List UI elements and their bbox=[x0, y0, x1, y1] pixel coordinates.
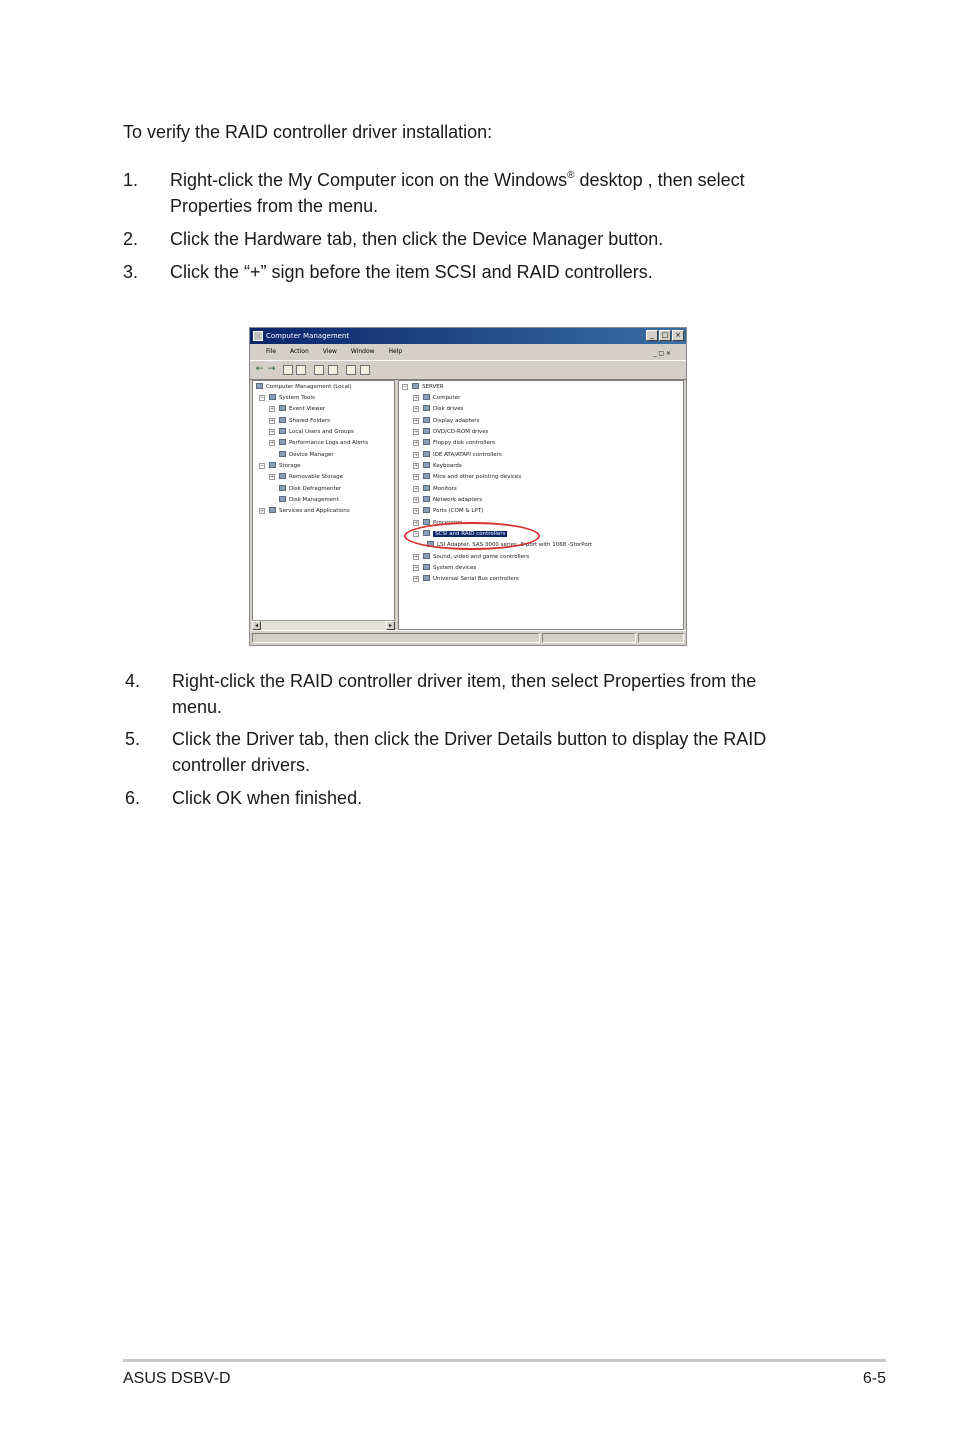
expand-icon: + bbox=[414, 429, 419, 435]
step-1 bbox=[123, 167, 823, 219]
show-tree-icon bbox=[296, 365, 306, 375]
disk-drive-icon bbox=[423, 405, 430, 411]
status-panel bbox=[542, 633, 636, 643]
device-label: Sound, video and game controllers bbox=[433, 554, 530, 560]
collapse-icon: − bbox=[403, 384, 408, 390]
device-label: Disk drives bbox=[433, 406, 464, 412]
tree-item-label: Disk Defragmenter bbox=[289, 486, 342, 492]
disk-management-icon bbox=[279, 496, 286, 502]
status-panel bbox=[638, 633, 684, 643]
device-label: Network adapters bbox=[433, 497, 483, 503]
step-6 bbox=[125, 785, 825, 811]
tree-item-label: Local Users and Groups bbox=[289, 429, 354, 435]
forward-arrow-icon: → bbox=[267, 364, 276, 374]
up-folder-icon bbox=[283, 365, 293, 375]
expand-icon: + bbox=[414, 452, 419, 458]
expand-icon: + bbox=[414, 440, 419, 446]
step-3 bbox=[123, 259, 823, 285]
expand-icon: + bbox=[414, 474, 419, 480]
computer-icon bbox=[256, 383, 263, 389]
sound-icon bbox=[423, 553, 430, 559]
display-adapter-icon bbox=[423, 417, 430, 423]
step-text: Right-click the My Computer icon on the Windows bbox=[170, 170, 568, 190]
expand-icon: + bbox=[414, 418, 419, 424]
storage-icon bbox=[269, 462, 276, 468]
collapse-icon: − bbox=[260, 395, 265, 401]
menu-view: View bbox=[322, 348, 337, 355]
defragmenter-icon bbox=[279, 485, 286, 491]
expand-icon: + bbox=[414, 406, 419, 412]
expand-icon: + bbox=[414, 576, 419, 582]
expand-icon: + bbox=[270, 440, 275, 446]
tree-item-label: Services and Applications bbox=[279, 508, 350, 514]
step-number: 6. bbox=[125, 788, 141, 808]
computer-management-screenshot bbox=[249, 327, 687, 646]
performance-icon bbox=[279, 439, 286, 445]
shared-folder-icon bbox=[279, 417, 286, 423]
device-label: Monitors bbox=[433, 486, 457, 492]
close-icon: × bbox=[672, 330, 684, 341]
expand-icon: + bbox=[414, 395, 419, 401]
expand-icon: + bbox=[414, 554, 419, 560]
device-label: SERVER bbox=[422, 384, 444, 390]
step-text: desktop , then select bbox=[574, 170, 745, 190]
removable-storage-icon bbox=[279, 473, 286, 479]
step-text: Click OK when finished. bbox=[172, 788, 363, 808]
scroll-right-icon: ▸ bbox=[386, 621, 395, 630]
step-number: 4. bbox=[125, 671, 141, 691]
mouse-icon bbox=[423, 473, 430, 479]
step-number: 5. bbox=[125, 729, 141, 749]
mdi-controls-icon: _ □ × bbox=[653, 350, 671, 357]
usb-icon bbox=[423, 575, 430, 581]
computer-icon bbox=[412, 383, 419, 389]
ide-icon bbox=[423, 451, 430, 457]
tree-item-label: Storage bbox=[279, 463, 301, 469]
step-text: menu. bbox=[172, 697, 223, 717]
device-label: Keyboards bbox=[433, 463, 462, 469]
expand-icon: + bbox=[414, 486, 419, 492]
expand-icon: + bbox=[414, 565, 419, 571]
tools-icon bbox=[269, 394, 276, 400]
port-icon bbox=[423, 507, 430, 513]
expand-icon: + bbox=[414, 497, 419, 503]
step-5 bbox=[125, 726, 825, 778]
back-arrow-icon: ← bbox=[255, 364, 264, 374]
expand-icon: + bbox=[414, 508, 419, 514]
window-titlebar bbox=[250, 328, 686, 344]
horizontal-scrollbar bbox=[252, 620, 395, 630]
status-panel bbox=[252, 633, 540, 643]
menu-action: Action bbox=[289, 348, 309, 355]
system-device-icon bbox=[423, 564, 430, 570]
step-2 bbox=[123, 226, 823, 252]
event-viewer-icon bbox=[279, 405, 286, 411]
step-text: Click the “+” sign before the item SCSI and RAID controllers. bbox=[170, 262, 653, 282]
device-label: DVD/CD-ROM drives bbox=[433, 429, 489, 435]
users-icon bbox=[279, 428, 286, 434]
app-icon bbox=[253, 331, 263, 341]
tree-item-label: Shared Folders bbox=[289, 418, 330, 424]
step-number: 3. bbox=[123, 262, 139, 282]
registered-mark: ® bbox=[567, 170, 575, 181]
menu-window: Window bbox=[350, 348, 375, 355]
tree-item-label: System Tools bbox=[279, 395, 315, 401]
console-tree-pane bbox=[252, 380, 395, 630]
step-text: Click the Driver tab, then click the Driver Details button to display the RAID bbox=[172, 729, 767, 749]
properties-icon bbox=[314, 365, 324, 375]
device-label: System devices bbox=[433, 565, 477, 571]
expand-icon: + bbox=[270, 429, 275, 435]
device-label-selected: SCSI and RAID controllers bbox=[435, 531, 506, 537]
device-label: Display adapters bbox=[433, 418, 480, 424]
device-tree-pane bbox=[398, 380, 684, 630]
collapse-icon: − bbox=[414, 531, 419, 537]
menu-bar bbox=[250, 345, 686, 359]
expand-icon: + bbox=[270, 406, 275, 412]
step-4 bbox=[125, 668, 825, 720]
network-adapter-icon bbox=[423, 496, 430, 502]
print-icon bbox=[328, 365, 338, 375]
menu-help: Help bbox=[388, 348, 403, 355]
device-manager-icon bbox=[279, 451, 286, 457]
expand-icon: + bbox=[414, 520, 419, 526]
monitor-icon bbox=[423, 485, 430, 491]
expand-icon: + bbox=[270, 418, 275, 424]
device-label: LSI Adapter, SAS 3000 series, 8-port with 1068 -StorPort bbox=[437, 542, 593, 548]
footer-rule bbox=[123, 1359, 886, 1362]
help-icon bbox=[346, 365, 356, 375]
status-bar bbox=[250, 630, 686, 645]
expand-icon: + bbox=[414, 463, 419, 469]
step-number: 1. bbox=[123, 170, 139, 190]
minimize-icon: _ bbox=[646, 330, 658, 341]
highlight-circle bbox=[404, 522, 540, 550]
device-label: Ports (COM & LPT) bbox=[433, 508, 484, 514]
expand-icon: + bbox=[260, 508, 265, 514]
collapse-icon: − bbox=[260, 463, 265, 469]
cdrom-icon bbox=[423, 428, 430, 434]
window-title: Computer Management bbox=[266, 332, 350, 340]
tree-item-label: Computer Management (Local) bbox=[266, 384, 352, 390]
device-label: Floppy disk controllers bbox=[433, 440, 495, 446]
menu-file: File bbox=[266, 348, 277, 355]
step-text: Right-click the RAID controller driver item, then select Properties from the bbox=[172, 671, 757, 691]
device-label: IDE ATA/ATAPI controllers bbox=[433, 452, 502, 458]
tree-item-label: Event Viewer bbox=[289, 406, 326, 412]
device-label: Universal Serial Bus controllers bbox=[433, 576, 519, 582]
step-text: Properties from the menu. bbox=[170, 196, 379, 216]
tree-item-label: Removable Storage bbox=[289, 474, 343, 480]
device-label: Computer bbox=[433, 395, 461, 401]
expand-icon: + bbox=[270, 474, 275, 480]
device-label: Processors bbox=[433, 520, 463, 526]
tree-item-label: Performance Logs and Alerts bbox=[289, 440, 369, 446]
keyboard-icon bbox=[423, 462, 430, 468]
step-text: Click the Hardware tab, then click the Device Manager button. bbox=[170, 229, 664, 249]
footer-product: ASUS DSBV-D bbox=[123, 1370, 231, 1387]
footer-page-number: 6-5 bbox=[862, 1370, 886, 1387]
tree-item-label: Device Manager bbox=[289, 452, 334, 458]
toolbar bbox=[250, 360, 686, 380]
services-icon bbox=[269, 507, 276, 513]
scan-hardware-icon bbox=[360, 365, 370, 375]
maximize-icon: □ bbox=[659, 330, 671, 341]
step-number: 2. bbox=[123, 229, 139, 249]
step-text: controller drivers. bbox=[172, 755, 311, 775]
computer-icon bbox=[423, 394, 430, 400]
intro-text: To verify the RAID controller driver installation: bbox=[123, 122, 493, 142]
tree-item-label: Disk Management bbox=[289, 497, 339, 503]
device-label: Mice and other pointing devices bbox=[433, 474, 522, 480]
scroll-left-icon: ◂ bbox=[252, 621, 261, 630]
floppy-icon bbox=[423, 439, 430, 445]
